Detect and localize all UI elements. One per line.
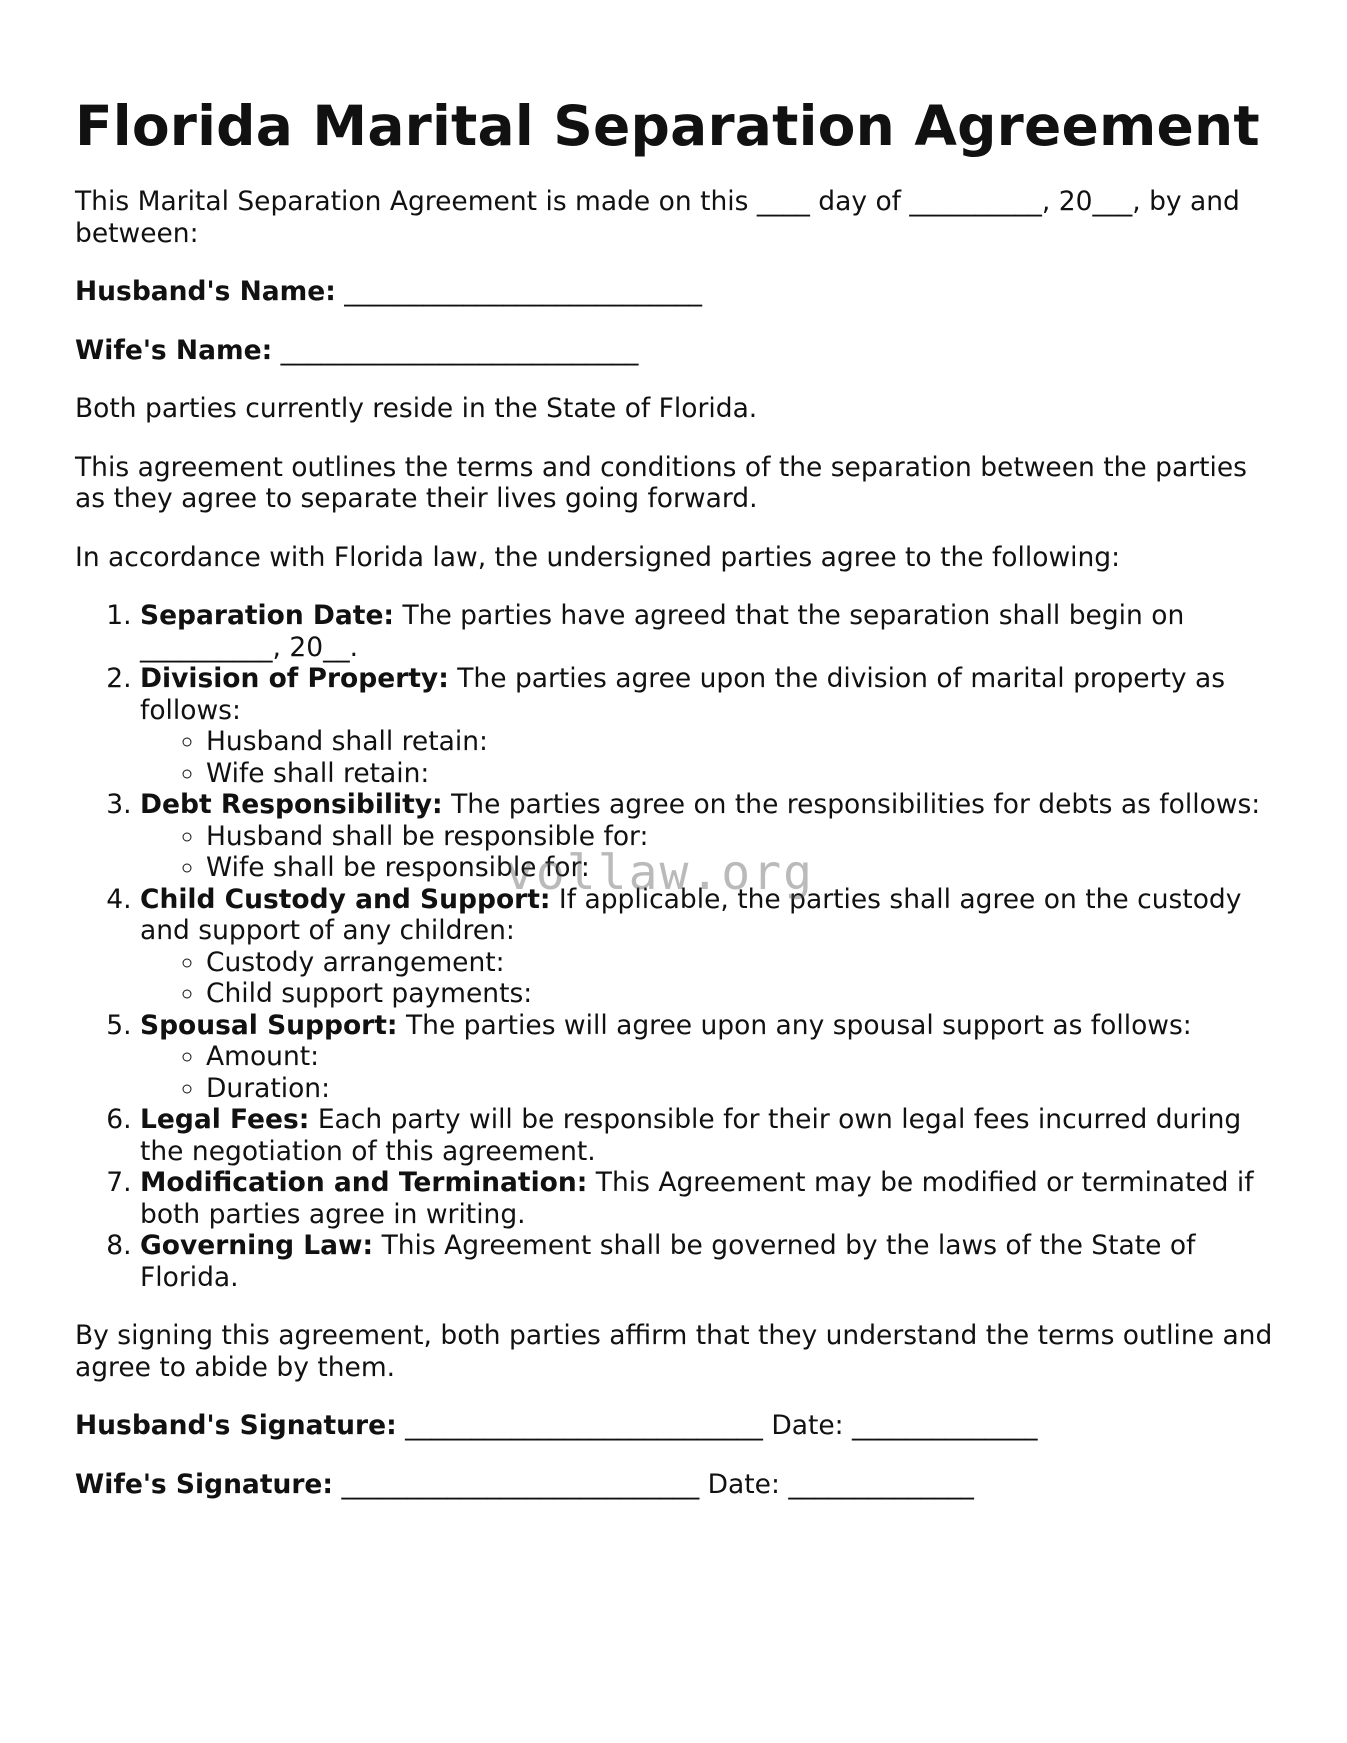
clause-title: Governing Law:	[140, 1230, 374, 1261]
clause-title: Debt Responsibility:	[140, 789, 443, 820]
intro-paragraph: This Marital Separation Agreement is made on this ____ day of __________, 20___, by and between:	[75, 186, 1240, 249]
wife-name-label: Wife's Name:	[75, 334, 273, 366]
sub-list	[140, 947, 1275, 1010]
document-page	[75, 88, 1275, 1500]
purpose-paragraph: This agreement outlines the terms and conditions of the separation between the parties as they agree to separate their lives going forward.	[75, 451, 1247, 514]
accordance-paragraph: In accordance with Florida law, the undersigned parties agree to the following:	[75, 541, 1121, 573]
clause-list	[75, 600, 1275, 1293]
wife-signature-label: Wife's Signature:	[75, 1468, 333, 1500]
wife-signature-line	[75, 1469, 1275, 1501]
affirmation-paragraph: By signing this agreement, both parties affirm that they understand the terms outline and agree to abide by them.	[75, 1320, 1273, 1383]
clause-item	[140, 1230, 1275, 1293]
clause-title: Child Custody and Support:	[140, 883, 551, 915]
clause-text: The parties agree on the responsibilities for debts as follows:	[451, 789, 1261, 820]
clause-text: Each party will be responsible for their own legal fees incurred during the negotiation of this agreement.	[140, 1104, 1242, 1167]
husband-name-label: Husband's Name:	[75, 276, 336, 307]
sub-item: ◦ Duration:	[206, 1073, 1275, 1105]
clause-title: Division of Property:	[140, 663, 449, 694]
sub-item: ◦ Husband shall be responsible for:	[206, 821, 1275, 853]
clause-text: The parties will agree upon any spousal support as follows:	[405, 1009, 1192, 1041]
wife-signature-field: ___________________________	[341, 1468, 700, 1500]
clause-title: Separation Date:	[140, 600, 395, 631]
wife-date-field: ______________	[788, 1468, 974, 1500]
clause-item	[140, 1104, 1275, 1167]
residence-paragraph: Both parties currently reside in the State of Florida.	[75, 393, 758, 424]
wife-name-field: ___________________________	[280, 334, 639, 366]
clause-item	[140, 600, 1275, 663]
clause-text: The parties have agreed that the separation shall begin on __________, 20__.	[140, 600, 1185, 663]
husband-date-label: Date:	[771, 1410, 844, 1441]
clause-item	[140, 1010, 1275, 1105]
sub-item: ◦ Child support payments:	[206, 978, 1275, 1010]
husband-signature-label: Husband's Signature:	[75, 1410, 397, 1441]
wife-date-label: Date:	[707, 1468, 780, 1500]
sub-item: ◦ Husband shall retain:	[206, 726, 1275, 758]
document-title: Florida Marital Separation Agreement	[75, 94, 1260, 158]
husband-date-field: ______________	[852, 1410, 1038, 1441]
wife-name-line	[75, 335, 1275, 367]
watermark: vollaw.org	[505, 845, 814, 901]
clause-item	[140, 789, 1275, 884]
clause-text: The parties agree upon the division of marital property as follows:	[140, 663, 1225, 726]
sub-item: ◦ Wife shall be responsible for:	[206, 852, 1275, 884]
husband-name-line	[75, 276, 1275, 308]
clause-title: Spousal Support:	[140, 1009, 398, 1041]
clause-item	[140, 663, 1275, 789]
sub-item: ◦ Amount:	[206, 1041, 1275, 1073]
clause-title: Modification and Termination:	[140, 1167, 588, 1198]
clause-text: If applicable, the parties shall agree on the custody and support of any children:	[140, 883, 1242, 946]
clause-text: This Agreement shall be governed by the laws of the State of Florida.	[140, 1230, 1196, 1293]
sub-item: ◦ Custody arrangement:	[206, 947, 1275, 979]
husband-signature-line	[75, 1410, 1275, 1442]
sub-list	[140, 1041, 1275, 1104]
clause-item	[140, 1167, 1275, 1230]
husband-signature-field: ___________________________	[405, 1410, 763, 1441]
clause-title: Legal Fees:	[140, 1104, 310, 1135]
clause-text: This Agreement may be modified or terminated if both parties agree in writing.	[140, 1167, 1254, 1230]
sub-list	[140, 726, 1275, 789]
clause-item	[140, 884, 1275, 1010]
sub-item: ◦ Wife shall retain:	[206, 758, 1275, 790]
sub-list	[140, 821, 1275, 884]
husband-name-field: ___________________________	[344, 276, 703, 307]
